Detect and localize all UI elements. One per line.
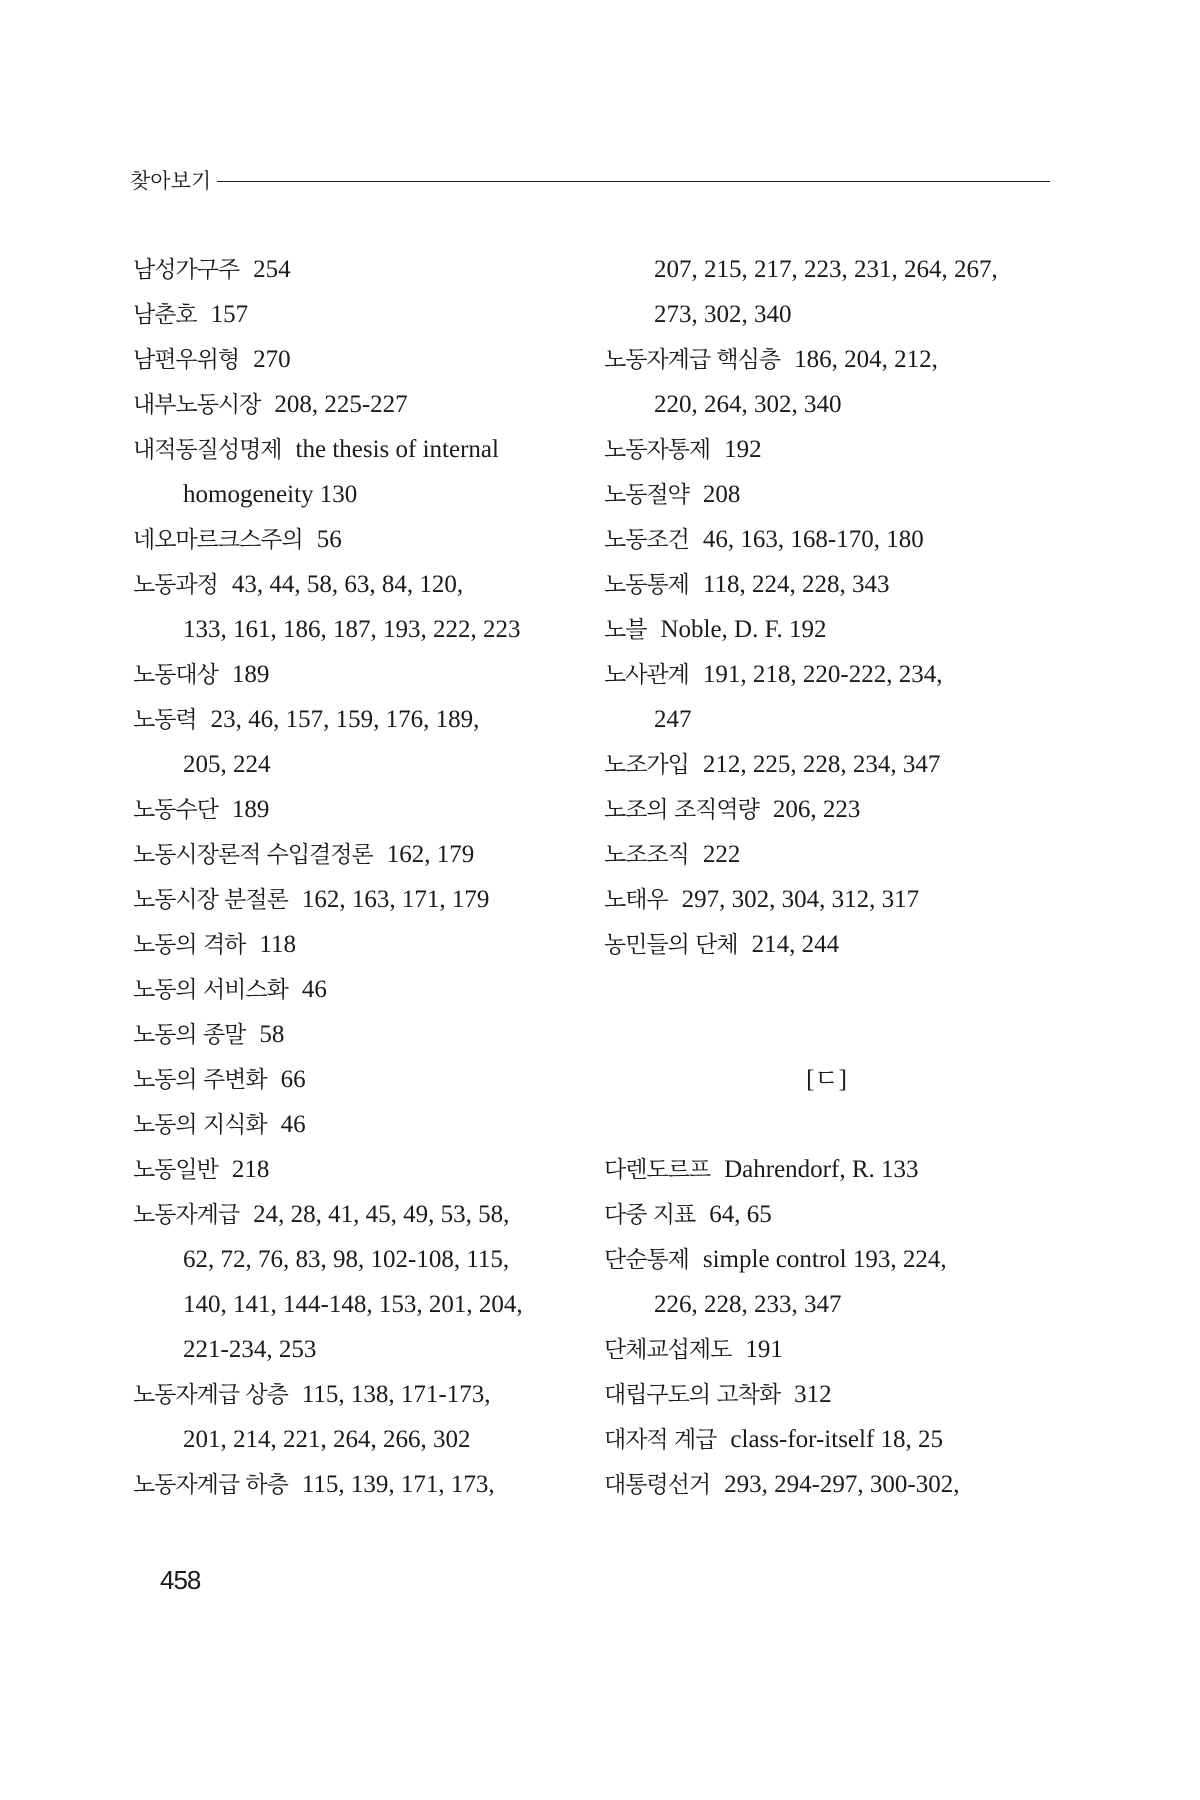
index-entry xyxy=(604,562,1049,607)
index-term: 노사관계 xyxy=(604,662,689,688)
index-pages: 270 xyxy=(253,346,291,373)
index-pages: 46 xyxy=(280,1111,306,1138)
index-entry xyxy=(133,337,573,382)
index-pages: 208 xyxy=(702,481,741,508)
index-entry xyxy=(133,697,573,742)
index-pages: simple control 193, 224, xyxy=(702,1246,947,1273)
index-term: 다중 지표 xyxy=(604,1202,696,1228)
blank-line xyxy=(604,1012,1049,1057)
index-pages: 273, 302, 340 xyxy=(654,301,792,328)
index-entry-continuation xyxy=(133,1282,573,1327)
page-number: 458 xyxy=(160,1565,201,1595)
index-pages: 118, 224, 228, 343 xyxy=(702,571,890,598)
index-pages: 133, 161, 186, 187, 193, 222, 223 xyxy=(183,616,521,643)
index-pages: 58 xyxy=(259,1021,285,1048)
index-pages: 192 xyxy=(724,436,762,463)
index-pages: 56 xyxy=(316,526,342,553)
index-term: 노동자계급 xyxy=(133,1202,240,1228)
index-pages: 226, 228, 233, 347 xyxy=(654,1291,842,1318)
index-term: 노동력 xyxy=(133,707,197,733)
index-term: 노동수단 xyxy=(133,797,218,823)
index-pages: class-for-itself 18, 25 xyxy=(730,1426,944,1453)
index-entry-continuation xyxy=(133,1327,573,1372)
index-entry xyxy=(604,1237,1049,1282)
index-pages: 222 xyxy=(702,841,741,868)
index-pages: 115, 139, 171, 173, xyxy=(301,1471,495,1498)
index-entry xyxy=(133,1102,573,1147)
index-pages: 247 xyxy=(654,706,692,733)
index-pages: 214, 244 xyxy=(751,931,840,958)
index-pages: the thesis of internal xyxy=(295,436,499,463)
index-pages: 43, 44, 58, 63, 84, 120, xyxy=(231,571,464,598)
index-term: 노조의 조직역량 xyxy=(604,797,759,823)
index-entry xyxy=(133,292,573,337)
index-pages: 206, 223 xyxy=(772,796,861,823)
blank-line xyxy=(604,967,1049,1012)
index-term: 노동과정 xyxy=(133,572,218,598)
index-pages: 24, 28, 41, 45, 49, 53, 58, xyxy=(253,1201,510,1228)
index-entry xyxy=(604,1372,1049,1417)
index-entry xyxy=(604,1147,1049,1192)
index-pages: 66 xyxy=(280,1066,306,1093)
index-term: 단체교섭제도 xyxy=(604,1337,732,1363)
index-term: 노동자계급 하층 xyxy=(133,1472,288,1498)
index-entry xyxy=(133,1192,573,1237)
index-pages: 221-234, 253 xyxy=(183,1336,317,1363)
index-pages: 191 xyxy=(745,1336,783,1363)
index-pages: 115, 138, 171-173, xyxy=(301,1381,491,1408)
index-entry xyxy=(604,877,1049,922)
index-column-right xyxy=(604,247,1049,1507)
index-term: 대립구도의 고착화 xyxy=(604,1382,781,1408)
index-pages: 254 xyxy=(253,256,291,283)
index-entry xyxy=(133,562,573,607)
index-entry xyxy=(133,247,573,292)
index-entry-continuation xyxy=(133,742,573,787)
index-term: 대자적 계급 xyxy=(604,1427,717,1453)
index-entry xyxy=(133,1462,573,1507)
index-term: 노조가입 xyxy=(604,752,689,778)
index-term: 대통령선거 xyxy=(604,1472,711,1498)
index-term: 노동의 종말 xyxy=(133,1022,246,1048)
index-entry-continuation xyxy=(133,472,573,517)
index-term: 노동의 지식화 xyxy=(133,1112,267,1138)
index-term: 남편우위형 xyxy=(133,347,240,373)
index-entry-continuation xyxy=(604,1282,1049,1327)
index-pages: 118 xyxy=(259,931,296,958)
index-pages: 140, 141, 144-148, 153, 201, 204, xyxy=(183,1291,523,1318)
index-pages: 64, 65 xyxy=(709,1201,772,1228)
index-entry-continuation xyxy=(133,607,573,652)
index-term: 내적동질성명제 xyxy=(133,437,282,463)
index-pages: 220, 264, 302, 340 xyxy=(654,391,842,418)
index-pages: 46, 163, 168-170, 180 xyxy=(702,526,924,553)
index-pages: homogeneity 130 xyxy=(183,481,358,508)
index-entry xyxy=(604,1192,1049,1237)
index-term: 단순통제 xyxy=(604,1247,689,1273)
index-entry xyxy=(604,832,1049,877)
index-term: 노블 xyxy=(604,617,647,643)
index-pages: 162, 179 xyxy=(386,841,475,868)
index-entry xyxy=(133,1147,573,1192)
index-entry xyxy=(604,742,1049,787)
index-pages: 297, 302, 304, 312, 317 xyxy=(681,886,920,913)
index-entry xyxy=(133,517,573,562)
index-pages: 157 xyxy=(210,301,249,328)
index-pages: 46 xyxy=(301,976,327,1003)
index-pages: 23, 46, 157, 159, 176, 189, xyxy=(210,706,480,733)
index-pages: 208, 225-227 xyxy=(274,391,408,418)
index-term: 노동시장 분절론 xyxy=(133,887,288,913)
index-pages: 312 xyxy=(794,1381,832,1408)
index-term: 다렌도르프 xyxy=(604,1157,711,1183)
index-entry-continuation xyxy=(604,292,1049,337)
index-entry xyxy=(604,1327,1049,1372)
index-pages: 191, 218, 220-222, 234, xyxy=(702,661,943,688)
index-term: 노동자통제 xyxy=(604,437,711,463)
index-entry-continuation xyxy=(604,382,1049,427)
index-term: 노동절약 xyxy=(604,482,689,508)
index-entry xyxy=(133,427,573,472)
index-entry xyxy=(133,382,573,427)
index-term: 노동시장론적 수입결정론 xyxy=(133,842,373,868)
index-column-left xyxy=(133,247,573,1507)
index-entry xyxy=(133,922,573,967)
index-term: 노동일반 xyxy=(133,1157,218,1183)
blank-line xyxy=(604,1102,1049,1147)
index-pages: 205, 224 xyxy=(183,751,271,778)
index-entry xyxy=(604,787,1049,832)
index-entry xyxy=(133,877,573,922)
header-rule xyxy=(217,181,1050,182)
index-term: 남춘호 xyxy=(133,302,197,328)
index-term: 노태우 xyxy=(604,887,668,913)
index-entry xyxy=(133,787,573,832)
index-entry xyxy=(604,607,1049,652)
index-pages: 189 xyxy=(231,796,270,823)
index-term: 노동조건 xyxy=(604,527,689,553)
index-term: 노동자계급 핵심층 xyxy=(604,347,781,373)
page-header xyxy=(130,165,1050,195)
index-entry xyxy=(133,832,573,877)
index-entry xyxy=(133,652,573,697)
index-entry xyxy=(604,922,1049,967)
index-term: 노동자계급 상층 xyxy=(133,1382,288,1408)
index-entry xyxy=(604,1462,1049,1507)
index-entry-continuation xyxy=(133,1237,573,1282)
index-pages: 162, 163, 171, 179 xyxy=(301,886,490,913)
index-entry xyxy=(133,967,573,1012)
index-pages: 62, 72, 76, 83, 98, 102-108, 115, xyxy=(183,1246,510,1273)
index-pages: 186, 204, 212, xyxy=(794,346,938,373)
index-pages: 218 xyxy=(231,1156,270,1183)
index-pages: Noble, D. F. 192 xyxy=(660,616,827,643)
index-pages: 201, 214, 221, 264, 266, 302 xyxy=(183,1426,471,1453)
index-pages: 212, 225, 228, 234, 347 xyxy=(702,751,941,778)
index-entry-continuation xyxy=(604,247,1049,292)
index-pages: 293, 294-297, 300-302, xyxy=(724,1471,960,1498)
index-term: 노동의 주변화 xyxy=(133,1067,267,1093)
index-entry xyxy=(133,1372,573,1417)
index-term: 노조조직 xyxy=(604,842,689,868)
index-entry xyxy=(604,1417,1049,1462)
index-entry-continuation xyxy=(133,1417,573,1462)
index-entry-continuation xyxy=(604,697,1049,742)
section-heading: [ㄷ] xyxy=(806,1066,847,1093)
index-entry xyxy=(604,337,1049,382)
index-entry xyxy=(604,517,1049,562)
index-term: 네오마르크스주의 xyxy=(133,527,303,553)
index-entry xyxy=(604,427,1049,472)
index-entry xyxy=(604,652,1049,697)
header-title: 찾아보기 xyxy=(130,169,212,193)
index-pages: 207, 215, 217, 223, 231, 264, 267, xyxy=(654,256,998,283)
index-term: 내부노동시장 xyxy=(133,392,261,418)
index-term: 노동대상 xyxy=(133,662,218,688)
index-entry xyxy=(133,1012,573,1057)
index-term: 노동의 격하 xyxy=(133,932,246,958)
index-term: 노동통제 xyxy=(604,572,689,598)
index-term: 남성가구주 xyxy=(133,257,240,283)
index-pages: 189 xyxy=(231,661,270,688)
index-pages: Dahrendorf, R. 133 xyxy=(724,1156,919,1183)
index-entry xyxy=(604,472,1049,517)
index-entry xyxy=(133,1057,573,1102)
index-term: 농민들의 단체 xyxy=(604,932,738,958)
index-term: 노동의 서비스화 xyxy=(133,977,288,1003)
